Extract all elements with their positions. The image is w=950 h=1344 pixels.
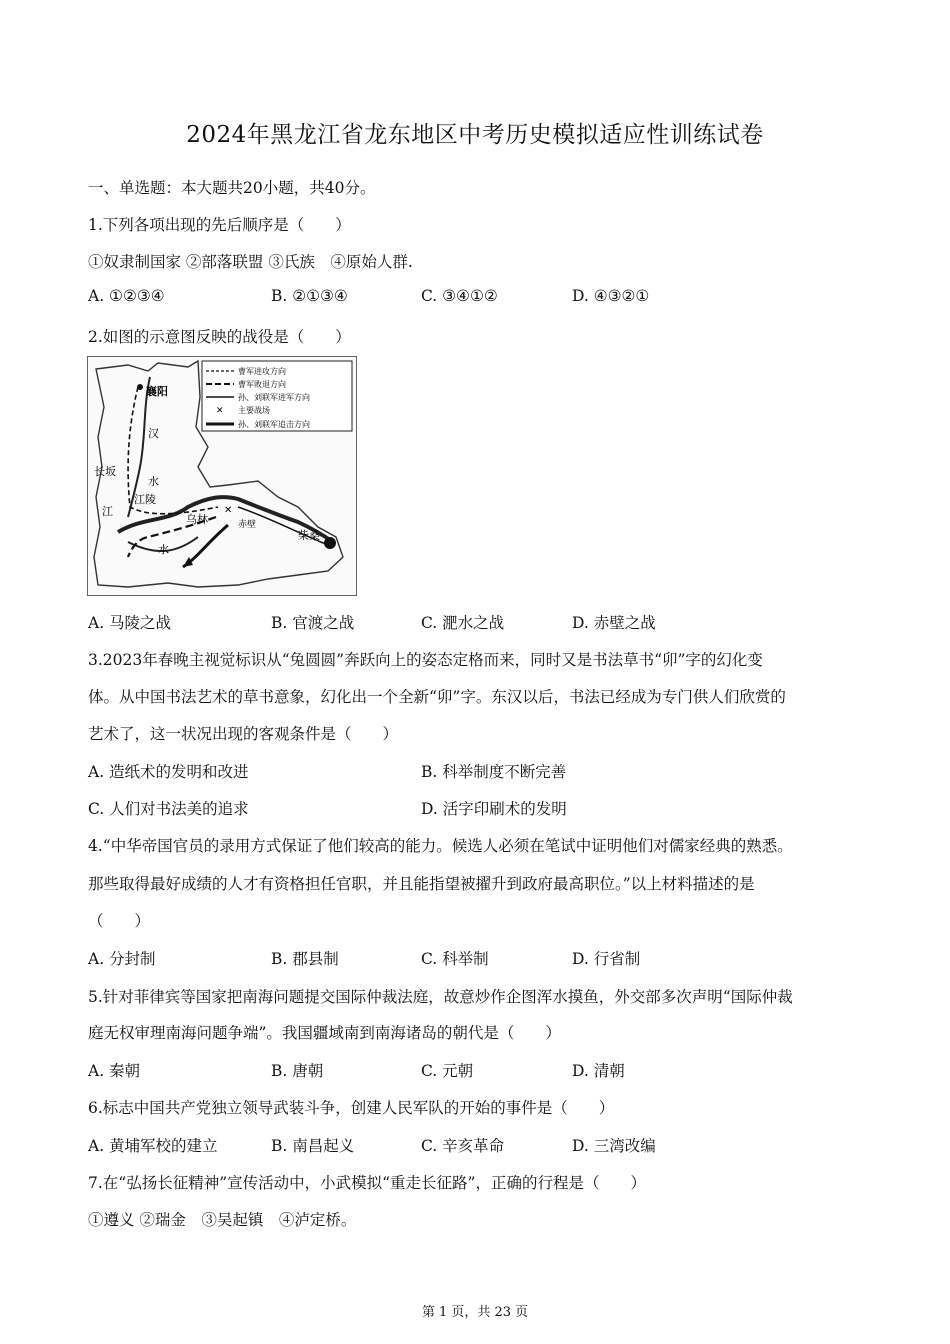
question-1-option-b[interactable]: B. ②①③④: [271, 287, 348, 305]
legend-allied-pursuit: 孙、刘联军追击方向: [238, 420, 310, 429]
question-1-option-d[interactable]: D. ④③②①: [572, 287, 650, 305]
question-5-line-2: 庭无权审理南海问题争端”。我国疆域南到南海诸岛的朝代是（ ）: [88, 1024, 561, 1042]
question-2-stem: 2.如图的示意图反映的战役是（ ）: [88, 328, 351, 346]
question-5-option-c[interactable]: C. 元朝: [421, 1062, 474, 1080]
question-3-option-b[interactable]: B. 科举制度不断完善: [421, 763, 567, 781]
question-4-option-a[interactable]: A. 分封制: [88, 950, 156, 968]
question-1-option-c[interactable]: C. ③④①②: [421, 287, 498, 305]
question-4-line-3: （ ）: [88, 912, 151, 930]
legend-cao-attack: 曹军进攻方向: [238, 367, 286, 376]
question-6-option-c[interactable]: C. 辛亥革命: [421, 1137, 505, 1155]
question-5-option-b[interactable]: B. 唐朝: [271, 1062, 324, 1080]
battlefield-mark: ✕: [224, 505, 233, 516]
question-5-option-a[interactable]: A. 秦朝: [88, 1062, 141, 1080]
legend-battlefield: 主要战场: [238, 406, 270, 415]
place-changban: 长坂: [94, 465, 116, 478]
question-7-stem: 7.在“弘扬长征精神”宣传活动中，小武模拟“重走长征路”，正确的行程是（ ）: [88, 1174, 646, 1192]
place-wulin: 乌林: [186, 513, 208, 526]
question-6-option-b[interactable]: B. 南昌起义: [271, 1137, 355, 1155]
legend-cao-retreat: 曹军败退方向: [238, 380, 286, 389]
place-chibi: 赤壁: [238, 520, 257, 530]
question-2-option-c[interactable]: C. 淝水之战: [421, 614, 505, 632]
place-shui: 水: [148, 475, 159, 488]
question-3-line-2: 体。从中国书法艺术的草书意象，幻化出一个全新“卯”字。东汉以后，书法已经成为专门供人们欣赏的: [88, 688, 786, 706]
place-jiangling: 江陵: [134, 493, 156, 506]
page-title: 2024年黑龙江省龙东地区中考历史模拟适应性训练试卷: [186, 122, 764, 148]
place-xiangyang: 襄阳: [146, 385, 168, 398]
place-jiang: 江: [102, 505, 113, 518]
question-4-option-d[interactable]: D. 行省制: [572, 950, 641, 968]
place-shui-2: 水: [158, 543, 169, 556]
question-6-option-a[interactable]: A. 黄埔军校的建立: [88, 1137, 218, 1155]
xiangyang-marker: [137, 384, 143, 390]
question-1-stem: 1.下列各项出现的先后顺序是（ ）: [88, 216, 351, 234]
question-3-line-3: 艺术了，这一状况出现的客观条件是（ ）: [88, 725, 399, 743]
place-chaisang: 柴桑: [298, 529, 320, 542]
battle-map-figure: [87, 356, 357, 596]
legend-swatch-battlefield: ✕: [216, 406, 224, 416]
question-7-items: ①遵义 ②瑞金 ③吴起镇 ④泸定桥。: [88, 1211, 357, 1229]
question-6-option-d[interactable]: D. 三湾改编: [572, 1137, 656, 1155]
question-4-option-c[interactable]: C. 科举制: [421, 950, 489, 968]
place-han: 汉: [148, 427, 159, 440]
question-3-line-1: 3.2023年春晚主视觉标识从“兔圆圆”奔跃向上的姿态定格而来，同时又是书法草书“卯”字的幻化变: [88, 651, 763, 669]
legend-allied-advance: 孙、刘联军进军方向: [238, 393, 310, 402]
page-footer: 第 1 页，共 23 页: [421, 1305, 529, 1320]
question-2-option-b[interactable]: B. 官渡之战: [271, 614, 355, 632]
chaisang-marker: [324, 537, 336, 549]
question-4-option-b[interactable]: B. 郡县制: [271, 950, 339, 968]
question-4-line-2: 那些取得最好成绩的人才有资格担任官职，并且能指望被擢升到政府最高职位。”以上材料描述的是: [88, 875, 755, 893]
question-5-option-d[interactable]: D. 清朝: [572, 1062, 625, 1080]
question-2-option-a[interactable]: A. 马陵之战: [88, 614, 172, 632]
question-5-line-1: 5.针对菲律宾等国家把南海问题提交国际仲裁法庭，故意炒作企图浑水摸鱼，外交部多次声明“国际仲裁: [88, 988, 793, 1006]
question-1-items: ①奴隶制国家 ②部落联盟 ③氏族 ④原始人群.: [88, 253, 413, 271]
question-3-option-a[interactable]: A. 造纸术的发明和改进: [88, 763, 249, 781]
question-3-option-d[interactable]: D. 活字印刷术的发明: [421, 800, 567, 818]
question-3-option-c[interactable]: C. 人们对书法美的追求: [88, 800, 249, 818]
question-2-option-d[interactable]: D. 赤壁之战: [572, 614, 656, 632]
battle-map: [88, 357, 356, 595]
section-heading: 一、单选题：本大题共20小题，共40分。: [88, 179, 376, 197]
question-4-line-1: 4.“中华帝国官员的录用方式保证了他们较高的能力。候选人必须在笔试中证明他们对儒家经典的熟悉。: [88, 837, 793, 855]
question-6-stem: 6.标志中国共产党独立领导武装斗争，创建人民军队的开始的事件是（ ）: [88, 1099, 615, 1117]
question-1-option-a[interactable]: A. ①②③④: [88, 287, 165, 305]
